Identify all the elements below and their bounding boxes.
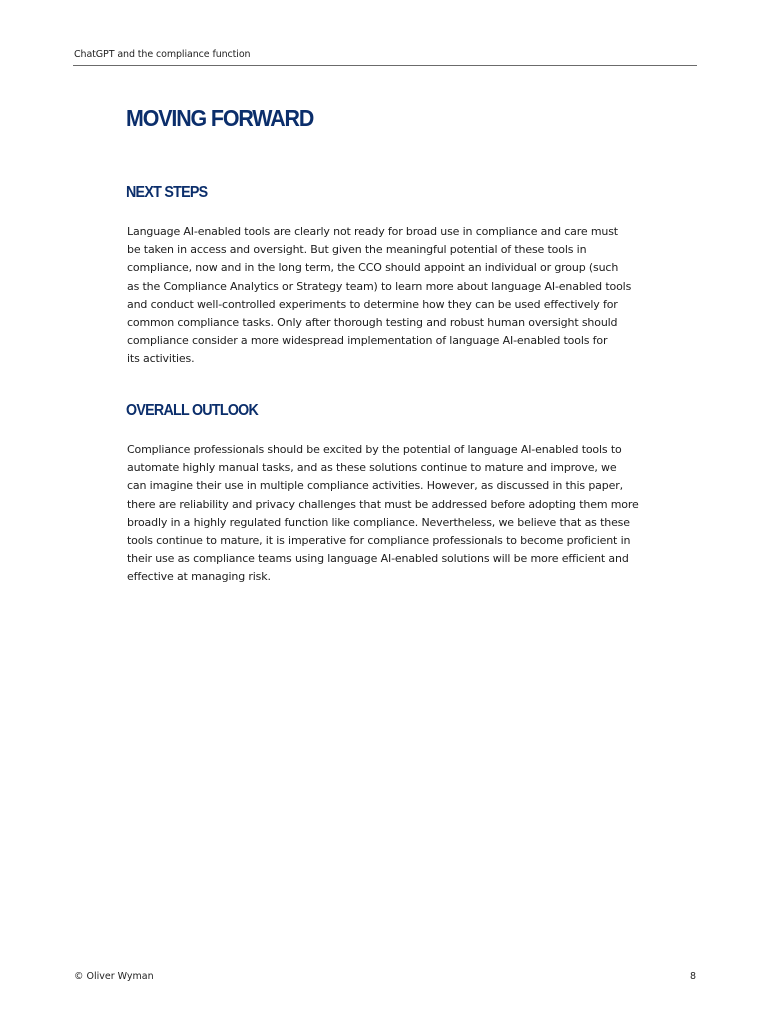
page-title: MOVING FORWARD <box>126 105 314 131</box>
text-line: be taken in access and oversight. But given the meaningful potential of these tools in <box>127 243 587 257</box>
section-heading-overall-outlook: OVERALL OUTLOOK <box>126 402 259 419</box>
text-line: can imagine their use in multiple compliance activities. However, as discussed in this paper, <box>127 479 623 493</box>
running-header: ChatGPT and the compliance function <box>74 49 251 60</box>
text-line: and conduct well-controlled experiments to determine how they can be used effectively for <box>127 297 618 311</box>
text-line: effective at managing risk. <box>127 570 271 584</box>
text-line: its activities. <box>127 352 195 366</box>
next-steps-paragraph <box>127 223 667 369</box>
text-line: tools continue to mature, it is imperative for compliance professionals to become proficient in <box>127 534 631 548</box>
text-line: there are reliability and privacy challenges that must be addressed before adopting them more <box>127 497 639 511</box>
text-line: automate highly manual tasks, and as these solutions continue to mature and improve, we <box>127 461 617 475</box>
text-line: compliance consider a more widespread implementation of language AI-enabled tools for <box>127 334 608 348</box>
text-line: common compliance tasks. Only after thorough testing and robust human oversight should <box>127 316 618 330</box>
text-line: broadly in a highly regulated function like compliance. Nevertheless, we believe that as these <box>127 515 630 529</box>
text-line: as the Compliance Analytics or Strategy team) to learn more about language AI-enabled tools <box>127 279 632 293</box>
header-divider <box>73 65 697 66</box>
text-line: their use as compliance teams using language AI-enabled solutions will be more efficient and <box>127 552 629 566</box>
text-line: Compliance professionals should be excited by the potential of language AI-enabled tools to <box>127 443 622 456</box>
section-heading-next-steps: NEXT STEPS <box>126 184 208 201</box>
footer-copyright: © Oliver Wyman <box>74 971 154 982</box>
overall-outlook-paragraph <box>127 441 667 587</box>
page-number: 8 <box>690 971 697 982</box>
text-line: Language AI-enabled tools are clearly not ready for broad use in compliance and care must <box>127 225 618 238</box>
text-line: compliance, now and in the long term, the CCO should appoint an individual or group (such <box>127 261 619 275</box>
